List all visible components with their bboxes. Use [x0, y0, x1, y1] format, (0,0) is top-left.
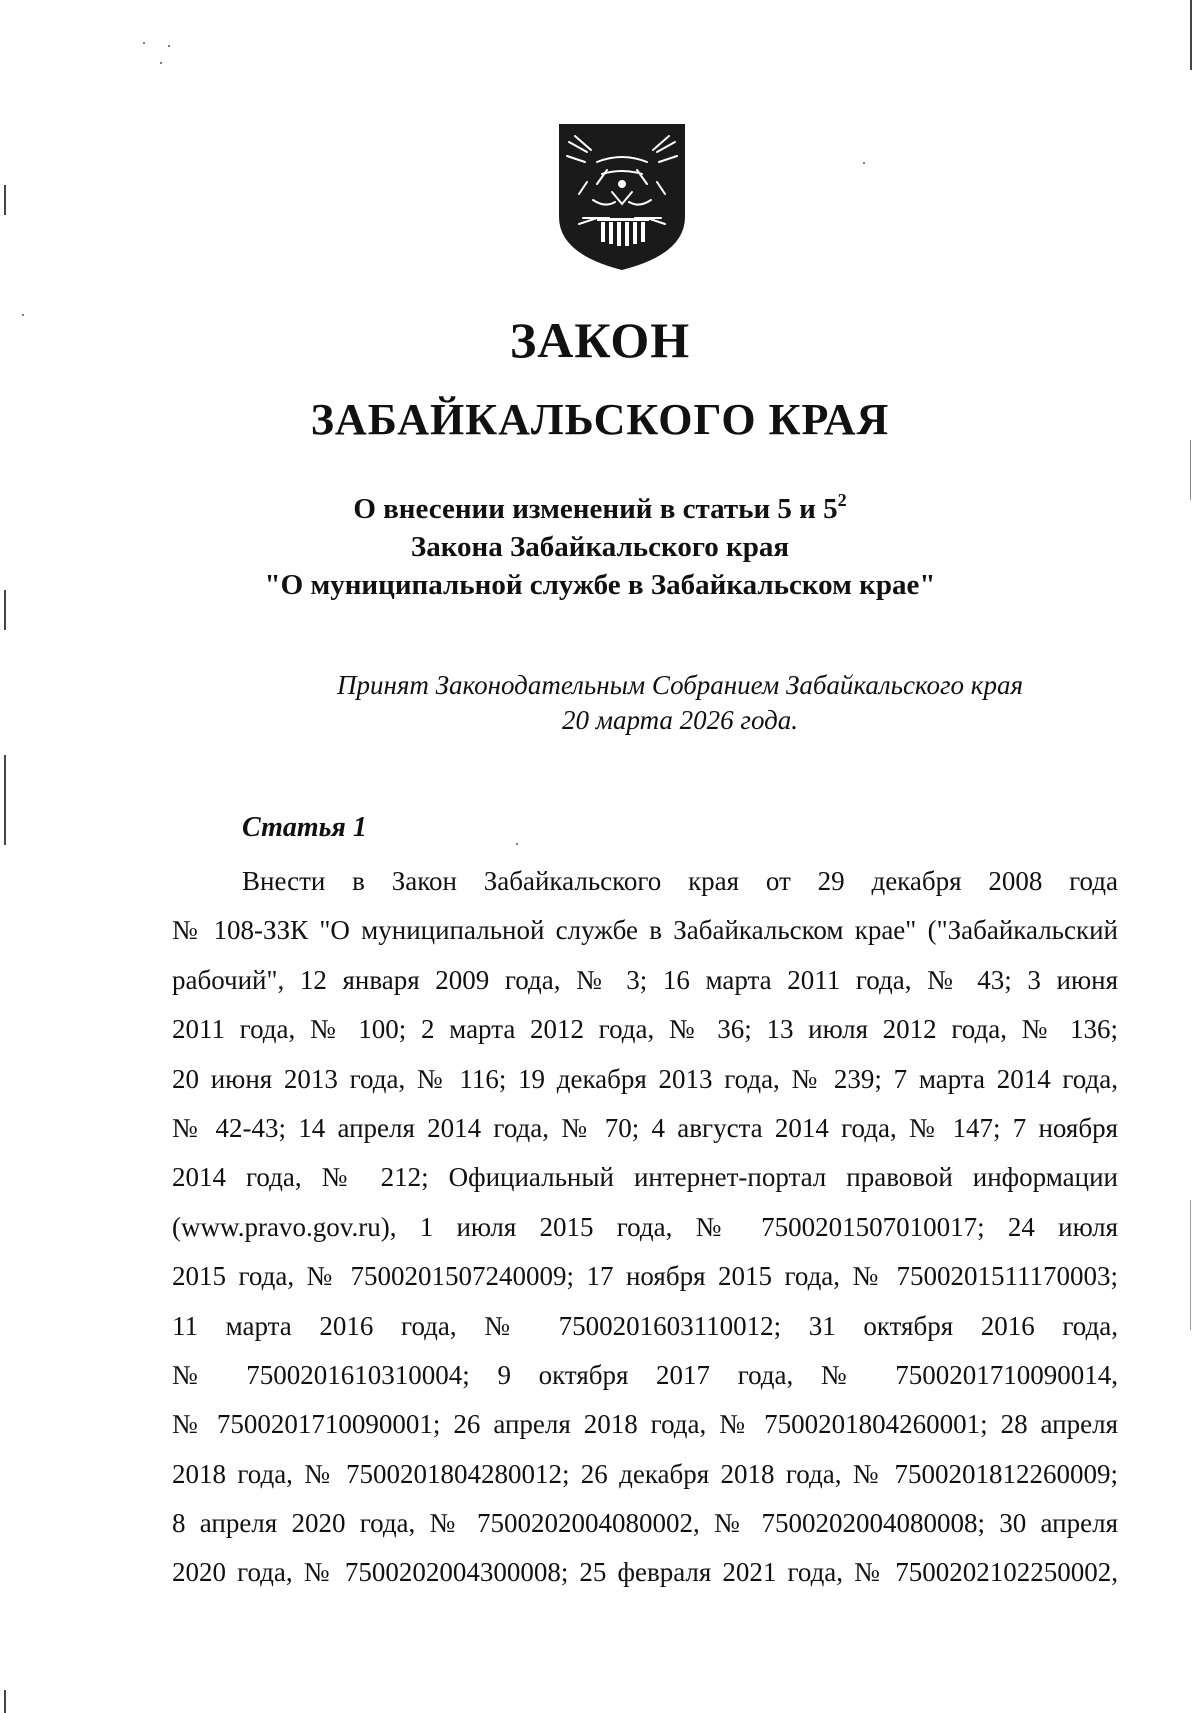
article-body — [172, 857, 1118, 1598]
body-line: 2011 года, № 100; 2 марта 2012 года, № 36; 13 июля 2012 года, № 136; — [172, 1014, 1118, 1045]
body-line: № 7500201710090001; 26 апреля 2018 года, № 7500201804260001; 28 апреля — [172, 1409, 1118, 1440]
body-line: 2015 года, № 7500201507240009; 17 ноября 2015 года, № 7500201511170003; — [172, 1261, 1118, 1292]
subtitle-line-3: "О муниципальной службе в Забайкальском крае" — [264, 569, 936, 601]
scan-edge-left — [4, 755, 6, 845]
body-line: 2014 года, № 212; Официальный интернет-портал правовой информации — [172, 1162, 1118, 1193]
law-subtitle — [0, 490, 1200, 604]
body-line: 2018 года, № 7500201804280012; 26 декабря 2018 года, № 7500201812260009; — [172, 1458, 1118, 1489]
body-line: рабочий", 12 января 2009 года, № 3; 16 марта 2011 года, № 43; 3 июня — [172, 964, 1118, 995]
scan-speck — [168, 45, 170, 47]
law-title: ЗАКОН — [509, 312, 691, 368]
body-line: (www.pravo.gov.ru), 1 июля 2015 года, № 7500201507010017; 24 июля — [172, 1211, 1118, 1242]
scan-edge-right — [1190, 0, 1192, 70]
scan-speck — [516, 843, 518, 845]
scan-speck — [143, 42, 145, 44]
body-line: № 42-43; 14 апреля 2014 года, № 70; 4 августа 2014 года, № 147; 7 ноября — [172, 1112, 1118, 1143]
body-line: 11 марта 2016 года, № 7500201603110012; 31 октября 2016 года, — [172, 1310, 1118, 1341]
article-heading: Статья 1 — [242, 812, 367, 843]
subtitle-line-1-text: О внесении изменений в статьи 5 и 5 — [353, 493, 838, 525]
body-line: Внести в Закон Забайкальского края от 29 декабря 2008 года — [242, 866, 1118, 896]
body-line: № 108-ЗЗК "О муниципальной службе в Забайкальском крае" ("Забайкальский — [172, 915, 1118, 946]
body-line: № 7500201610310004; 9 октября 2017 года, № 7500201710090014, — [172, 1359, 1118, 1390]
scan-speck — [160, 62, 162, 64]
subtitle-line-1 — [0, 490, 1200, 528]
subtitle-line-2: Закона Забайкальского края — [410, 531, 790, 563]
scan-edge-left — [4, 1690, 6, 1713]
body-line: 8 апреля 2020 года, № 7500202004080002, № 7500202004080008; 30 апреля — [172, 1508, 1118, 1539]
body-line: 20 июня 2013 года, № 116; 19 декабря 2013 года, № 239; 7 марта 2014 года, — [172, 1063, 1118, 1094]
coat-of-arms-emblem — [557, 122, 687, 272]
subtitle-superscript: 2 — [837, 490, 847, 510]
adoption-note — [300, 668, 1060, 738]
scan-speck — [863, 162, 865, 164]
scan-edge-right — [1190, 1200, 1191, 1330]
adoption-date: 20 марта 2026 года. — [561, 705, 799, 735]
body-line: 2020 года, № 7500202004300008; 25 февраля 2021 года, № 7500202102250002, — [172, 1557, 1118, 1588]
scan-edge-left — [4, 185, 6, 215]
region-title: ЗАБАЙКАЛЬСКОГО КРАЯ — [310, 395, 890, 444]
adoption-line-1: Принят Законодательным Собранием Забайкальского края — [336, 670, 1023, 700]
